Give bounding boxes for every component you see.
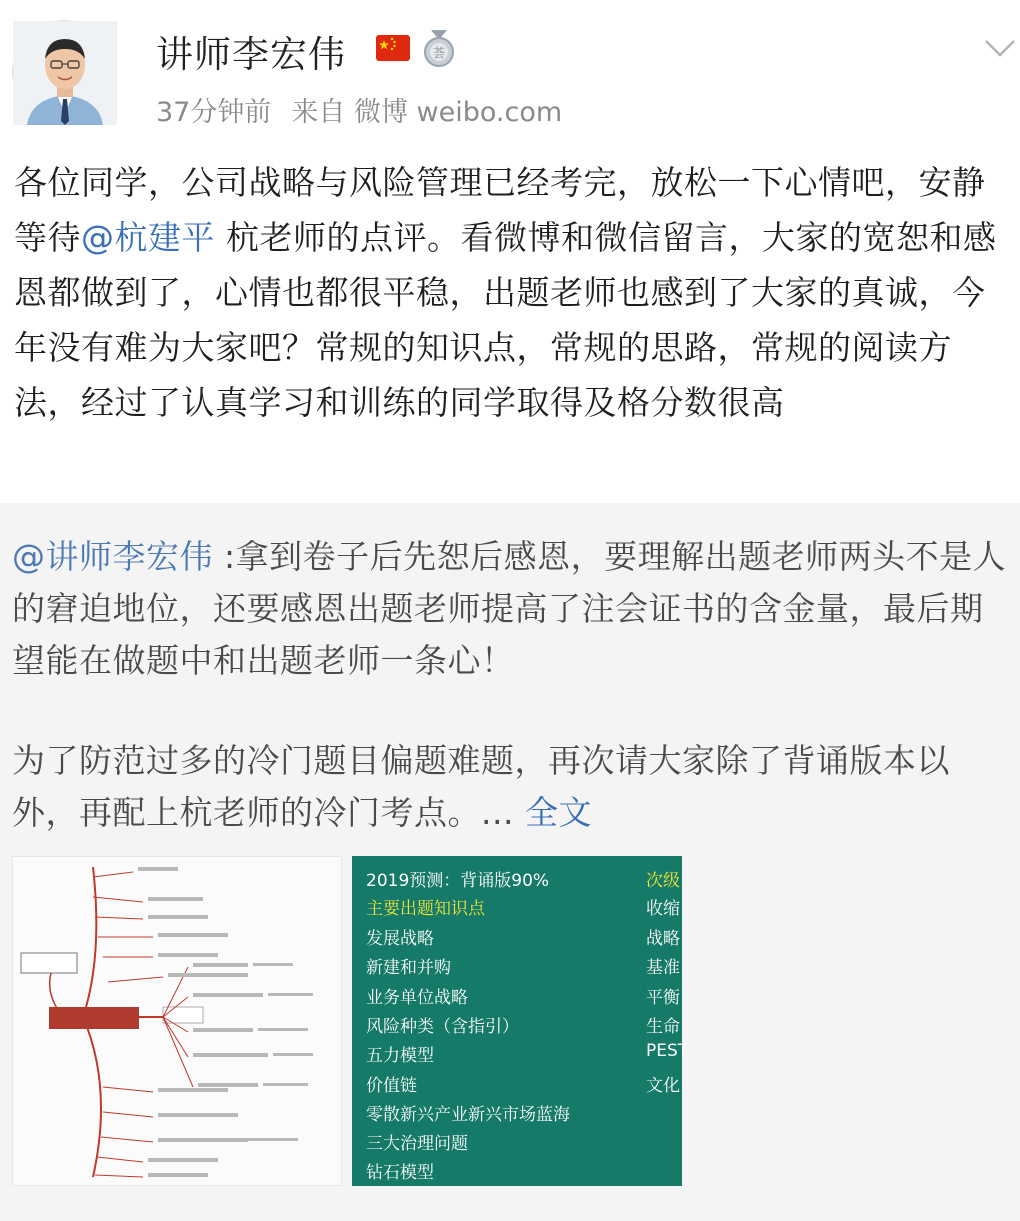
image2-right-item: 次级 bbox=[646, 871, 680, 891]
repost-text bbox=[12, 531, 1008, 687]
full-text-link[interactable]: 全文 bbox=[524, 793, 592, 832]
image2-row: 价值链 bbox=[366, 1076, 417, 1096]
post-header bbox=[0, 0, 1020, 140]
image2-row: 业务单位战略 bbox=[366, 988, 468, 1008]
image2-right-item: 文化 bbox=[646, 1076, 680, 1096]
image2-row: 风险种类（含指引） bbox=[366, 1017, 519, 1037]
image2-row: 新建和并购 bbox=[366, 958, 451, 978]
post-source[interactable]: 来自 微博 weibo.com bbox=[291, 97, 563, 128]
image2-right-item: 平衡 bbox=[646, 988, 680, 1008]
image2-right-item: 收缩 bbox=[646, 899, 680, 919]
avatar[interactable] bbox=[12, 20, 116, 124]
post-meta bbox=[156, 90, 582, 129]
knowledge-points-image[interactable] bbox=[352, 856, 689, 1186]
image2-row: 2019预测：背诵版90% bbox=[366, 871, 550, 891]
image2-row: 零散新兴产业新兴市场蓝海 bbox=[366, 1105, 570, 1125]
mind-map-image[interactable] bbox=[12, 856, 342, 1186]
post-text bbox=[14, 155, 1014, 430]
image2-right-item: 生命 bbox=[646, 1017, 680, 1037]
post-text-part1: 各位同学，公司战略与风险管理已经考完，放松一下心情吧，安静等待 bbox=[14, 163, 986, 257]
china-flag-icon bbox=[375, 30, 411, 66]
repost-block[interactable] bbox=[0, 503, 1020, 1221]
image2-right-item: 战略 bbox=[646, 929, 680, 949]
repost-mention-link[interactable]: @讲师李宏伟 bbox=[12, 537, 213, 576]
svg-text:荟: 荟 bbox=[432, 46, 446, 60]
post-time: 37分钟前 bbox=[156, 97, 272, 128]
author-name[interactable]: 讲师李宏伟 bbox=[156, 33, 346, 76]
image2-row: 五力模型 bbox=[366, 1046, 434, 1066]
chevron-down-icon[interactable] bbox=[984, 38, 1016, 58]
image2-row: 主要出题知识点 bbox=[366, 899, 485, 919]
image2-row: 三大治理问题 bbox=[366, 1134, 468, 1154]
image2-row: 钻石模型 bbox=[366, 1163, 434, 1183]
image2-right-item: PEST bbox=[646, 1041, 689, 1061]
medal-badge-icon[interactable] bbox=[420, 28, 458, 68]
repost-text-part2: 为了防范过多的冷门题目偏题难题，再次请大家除了背诵版本以外，再配上杭老师的冷门考点。... bbox=[12, 741, 950, 832]
mention-link[interactable]: @杭建平 bbox=[81, 218, 215, 257]
repost-text-paragraph2 bbox=[12, 735, 1008, 839]
image2-right-item: 基准 bbox=[646, 958, 680, 978]
repost-text-part1: :拿到卷子后先恕后感恩，要理解出题老师两头不是人的窘迫地位，还要感恩出题老师提高了注会证书的含金量，最后期望能在做题中和出题老师一条心！ bbox=[12, 537, 1007, 680]
post-text-part2: 杭老师的点评。看微博和微信留言，大家的宽恕和感恩都做到了，心情也都很平稳，出题老师也感到了大家的真诚，今年没有难为大家吧？常规的知识点，常规的思路，常规的阅读方法，经过了认真学习和训练的同学取得及格分数很高 bbox=[14, 218, 997, 422]
image2-row: 发展战略 bbox=[366, 929, 434, 949]
